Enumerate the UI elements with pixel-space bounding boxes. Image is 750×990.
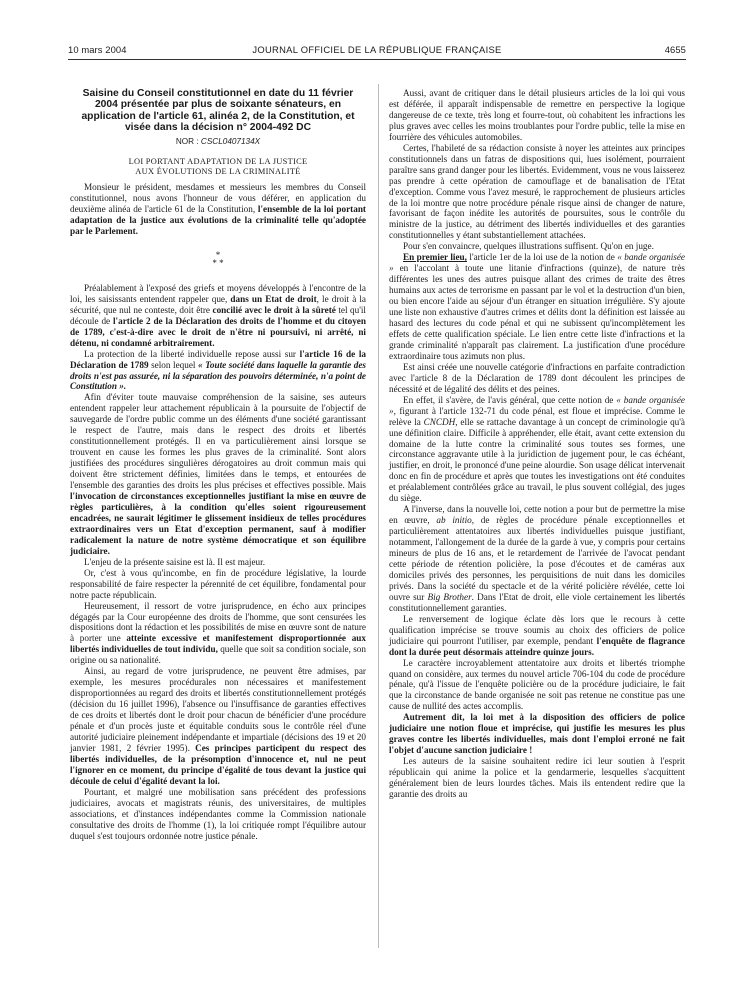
paragraph: Pourtant, et malgré une mobilisation sans précédent des professions judiciaires, avocats et magistrats réunis, des universitaires, de multiples associations, et d'instances indépendantes comme la Commission nationale consultative des droits de l'homme (1), la loi critiquée rompt l'équilibre autour duquel s'est toujours ordonnée notre justice pénale. — [70, 786, 366, 841]
text-run: A l'inverse, dans la nouvelle loi, cette notion a pour but de permettre la mise en œuvre, — [389, 504, 685, 526]
text-run: Le renversement de logique éclate dès lors que le recours à cette qualification imprécise se trouve soumis au choix des officiers de police judiciaire qui pourront l'utiliser, par exemple, pendant — [389, 613, 685, 646]
paragraph — [70, 392, 366, 556]
nor-label: NOR : — [175, 137, 199, 147]
text-run: Monsieur le président, mesdames et messieurs les membres du Conseil constitutionnel, nous avons l'honneur de vous déférer, en application du deuxième alinéa de l'article 61 de la Constitution, — [70, 182, 366, 215]
bold-run: atteinte excessive et manifestement disproportionnée aux libertés individuelles de tout individu, — [70, 633, 366, 655]
asterism-top: * — [215, 249, 221, 260]
document-title: Saisine du Conseil constitutionnel en date du 11 février 2004 présentée par plus de soixante sénateurs, en application de l'article 61, alinéa 2, de la Constitution, et visée dans la décision n° 2004-492 DC — [81, 88, 355, 133]
text-run: Préalablement à l'exposé des griefs et moyens développés à l'encontre de la loi, les saisissants entendent rappeler que, — [70, 282, 366, 304]
paragraph: Or, c'est à vous qu'incombe, en fin de procédure législative, la lourde responsabilité de faire respecter la pérennité de cet équilibre, fondamental pour notre pacte républicain. — [70, 567, 366, 600]
paragraph — [70, 349, 366, 393]
asterism — [70, 251, 366, 267]
text-run: Afin d'éviter toute mauvaise compréhension de la saisine, ses auteurs entendent rappeler leur attachement républicain à la poursuite de l'objectif de sauvegarde de l'ordre public comme un des éléments d'une société garantissant le respect de l'autre, mais dans le respect des droits et libertés constitutionnellement protégés. Il en va particulièrement ainsi lorsque se trouvent en cause les formes les plus graves de la criminalité. Sont alors justifiées des procédures singulières dérogatoires au droit commun mais qui doivent être strictement définies, limitées dans le temps, et entourées de l'ensemble des garanties des droits les plus précises et effectives possible. Mais — [70, 392, 366, 491]
paragraph: Aussi, avant de critiquer dans le détail plusieurs articles de la loi qui vous est déférée, il apparaît indispensable de remettre en perspective la logique dangereuse de ce texte, très long et fourre-tout, où cohabitent les infractions les plus graves avec celles les moins troublantes pour l'ordre public, telle la mise en fourrière des véhicules automobiles. — [389, 88, 685, 142]
text-run: , de règles de procédure pénale exceptionnelles et particulièrement attentatoires aux libertés individuelles puisque justifiant, notamment, l'allongement de la durée de la garde à vue, y compris pour certains mineurs de plus de 16 ans, et le retardement de l'arrivée de l'avocat pendant cette période de rétention policière, la pose d'écoutes et de caméras aux domiciles privés des personnes, les perquisitions de nuit dans les domiciles privés. Dans la société du spectacle et de la vérité policière révélée, cette loi ouvre sur — [389, 515, 685, 602]
text-run: en l'accolant à toute une litanie d'infractions (quinze), de nature très différentes les unes des autres puisque allant des crimes de traite des êtres humains aux actes de terrorisme en passant par le vol et la destruction d'un bien, ou bien encore l'aide au séjour d'un étranger en situation irrégulière. S'y ajoute une liste non exhaustive d'autres crimes et délits dont la définition est laissée au hasard des lectures du code pénal et qui ne subissent qu'incomplètement les effets de cette qualification spéciale. Le lien entre cette liste d'infractions et la grande criminalité n'apparaît pas clairement. La justification d'une procédure extraordinaire tous azimuts non plus. — [389, 263, 685, 361]
text-run: . Dans l'Etat de droit, elle viole certainement les libertés constitutionnellement garanties. — [389, 591, 685, 613]
paragraph — [70, 283, 366, 349]
bold-run: concilié avec le droit à la sûreté — [212, 304, 336, 315]
text-run: , figurant à l'article 132-71 du code pénal, est floue et imprécise. Comme le relève la — [389, 405, 685, 427]
italic-run: « bande organisée » — [389, 252, 685, 274]
left-column — [70, 88, 366, 842]
paragraph: Certes, l'habileté de sa rédaction consiste à noyer les atteintes aux principes constitutionnels dans un fatras de dispositions qui, lues isolément, pourraient paraître sans grand danger pour les libertés. Evidemment, vous ne vous laisserez pas prendre à cette opération de camouflage et de banalisation de l'Etat d'exception. Comme vous l'avez mesuré, le rapprochement de plusieurs articles de la loi montre que notre procédure pénale risque ainsi de changer de nature, favorisant de façon inédite les autorités de poursuites, sous le contrôle du ministre de la justice, au détriment des libertés individuelles et des garanties constitutionnelles y étant substantiellement attachées. — [389, 142, 685, 241]
column-separator — [378, 84, 379, 948]
text-run: quelle que soit sa condition sociale, son origine ou sa nationalité. — [70, 644, 366, 666]
header-journal-title: JOURNAL OFFICIEL DE LA RÉPUBLIQUE FRANÇAISE — [252, 44, 502, 55]
italic-run: ab initio — [436, 515, 472, 526]
paragraph — [70, 182, 366, 237]
law-heading-line2: AUX ÉVOLUTIONS DE LA CRIMINALITÉ — [135, 167, 301, 177]
paragraph: Pour s'en convaincre, quelques illustrations suffisent. Qu'on en juge. — [403, 241, 654, 252]
nor-code: CSCL0407134X — [200, 137, 261, 147]
header-date: 10 mars 2004 — [68, 44, 127, 55]
text-run: Heureusement, il ressort de votre jurisprudence, en écho aux principes dégagés par la Cour européenne des droits de l'homme, que sont censurées les dispositions dont la rédaction et les possibilités de mise en œuvre sont de nature à porter une — [70, 600, 366, 644]
text-run: selon lequel — [148, 359, 199, 370]
paragraph: Est ainsi créée une nouvelle catégorie d'infractions en parfaite contradiction avec l'article 8 de la Déclaration de 1789 dont découlent les principes de nécessité et de légalité des délits et des peines. — [389, 361, 685, 394]
bold-run: l'article 2 de la Déclaration des droits de l'homme et du citoyen de 1789, c'est-à-dire avec le droit de n'être ni poursuivi, ni arrêté, ni détenu, ni condamné arbitrairement. — [70, 315, 366, 348]
italic-run: « bande organisée » — [389, 394, 685, 416]
paragraph — [70, 666, 366, 786]
paragraph — [389, 395, 685, 505]
bold-run: l'ensemble de la loi portant adaptation de la justice aux évolutions de la criminalité telle qu'adoptée par le Parlement. — [70, 204, 366, 236]
header-page-number: 4655 — [664, 44, 686, 55]
header-rule — [68, 59, 686, 60]
text-run: La protection de la liberté individuelle repose aussi sur — [84, 348, 300, 359]
page-header — [68, 44, 686, 58]
bold-run: l'article 16 de la Déclaration de 1789 — [70, 348, 366, 370]
paragraph — [389, 614, 685, 658]
paragraph: Le caractère incroyablement attentatoire aux droits et libertés triomphe quand on considère, aux termes du nouvel article 706-104 du code de procédure pénale, qu'à l'issue de l'enquête policière ou de la procédure judiciaire, le fait que la circonstance de bande organisée ne soit pas retenue ne constitue pas une cause de nullité des actes accomplis. — [389, 657, 685, 712]
paragraph — [389, 252, 685, 362]
text-run: , le droit à la sécurité, que nul ne conteste, doit être — [70, 293, 366, 315]
italic-run: CNCDH — [423, 416, 456, 427]
nor-reference — [70, 137, 366, 148]
bold-run: dans un Etat de droit — [230, 293, 317, 304]
law-heading — [70, 157, 366, 177]
paragraph — [389, 504, 685, 614]
text-run: l'article 1er de la loi use de la notion de — [466, 252, 618, 263]
paragraph: L'enjeu de la présente saisine est là. Il est majeur. — [84, 556, 265, 567]
right-column — [389, 88, 685, 800]
text-run: tel qu'il découle de — [70, 304, 366, 326]
text-run: En effet, il s'avère, de l'avis général, que cette notion de — [403, 394, 617, 405]
underlined-run: En premier lieu, — [403, 252, 467, 263]
bold-italic-run: « Toute société dans laquelle la garantie des droits n'est pas assurée, ni la séparation des pouvoirs déterminée, n'a point de Constitution ». — [70, 359, 366, 392]
bold-run: l'invocation de circonstances exceptionnelles justifiant la mise en œuvre de règles particulières, à la condition qu'elles soient rigoureusement encadrées, ne saurait légitimer le glissement insidieux de telles procédures extraordinaires vers un Etat d'exception permanent, sauf à modifier radicalement la nature de notre système démocratique et son équilibre judiciaire. — [70, 491, 366, 556]
paragraph: Les auteurs de la saisine souhaitent redire ici leur soutien à l'esprit républicain qui anime la police et la gendarmerie, lesquelles s'acquittent généralement bien de leurs lourdes tâches. Mais ils entendent redire que la garantie des droits au — [389, 756, 685, 799]
bold-run: l'enquête de flagrance dont la durée peut désormais atteindre quinze jours. — [389, 635, 685, 657]
asterism-bottom: * * — [212, 257, 224, 268]
paragraph: Autrement dit, la loi met à la disposition des officiers de police judiciaire une notion floue et imprécise, qui justifie les mesures les plus graves contre les libertés individuelles, mais dont l'emploi erroné ne fait l'objet d'aucune sanction judiciaire ! — [389, 712, 685, 756]
text-run: , elle se rattache davantage à un concept de criminologie qu'à une définition claire. Difficile à appréhender, elle était, avant cette extension du domaine de la lutte contre la criminalité sous toutes ses formes, une circonstance aggravante utile à la juridiction de jugement pour, le cas échéant, justifier, en droit, le prononcé d'une peine alourdie. Son usage délicat intervenait donc en fin de procédure et après que toutes les investigations ont été conduites et préalablement contrôlées grâce au travail, le plus souvent collégial, des juges du siège. — [389, 416, 685, 504]
paragraph — [70, 601, 366, 667]
text-run: Ainsi, au regard de votre jurisprudence, ne peuvent être admises, par exemple, les mesures procédurales non nécessaires et manifestement disproportionnées au regard des droits et libertés constitutionnellement protégés (décision du 16 juillet 1996), l'absence ou l'insuffisance de garanties effectives de ces droits et libertés dont le droit pour chacun de bénéficier d'une procédure pénale et d'un procès juste et équitable conduits sous le contrôle réel d'une autorité judiciaire pleinement indépendante et impartiale (décisions des 19 et 20 janvier 1981, 2 février 1995). — [70, 666, 366, 753]
law-heading-line1: LOI PORTANT ADAPTATION DE LA JUSTICE — [128, 157, 308, 167]
italic-run: Big Brother — [427, 591, 472, 602]
bold-run: Ces principes participent du respect des libertés individuelles, de la présomption d'innocence et, nul ne peut l'ignorer en ce moment, du principe d'égalité de tous devant la justice qui découle de celui d'égalité devant la loi. — [70, 742, 366, 786]
